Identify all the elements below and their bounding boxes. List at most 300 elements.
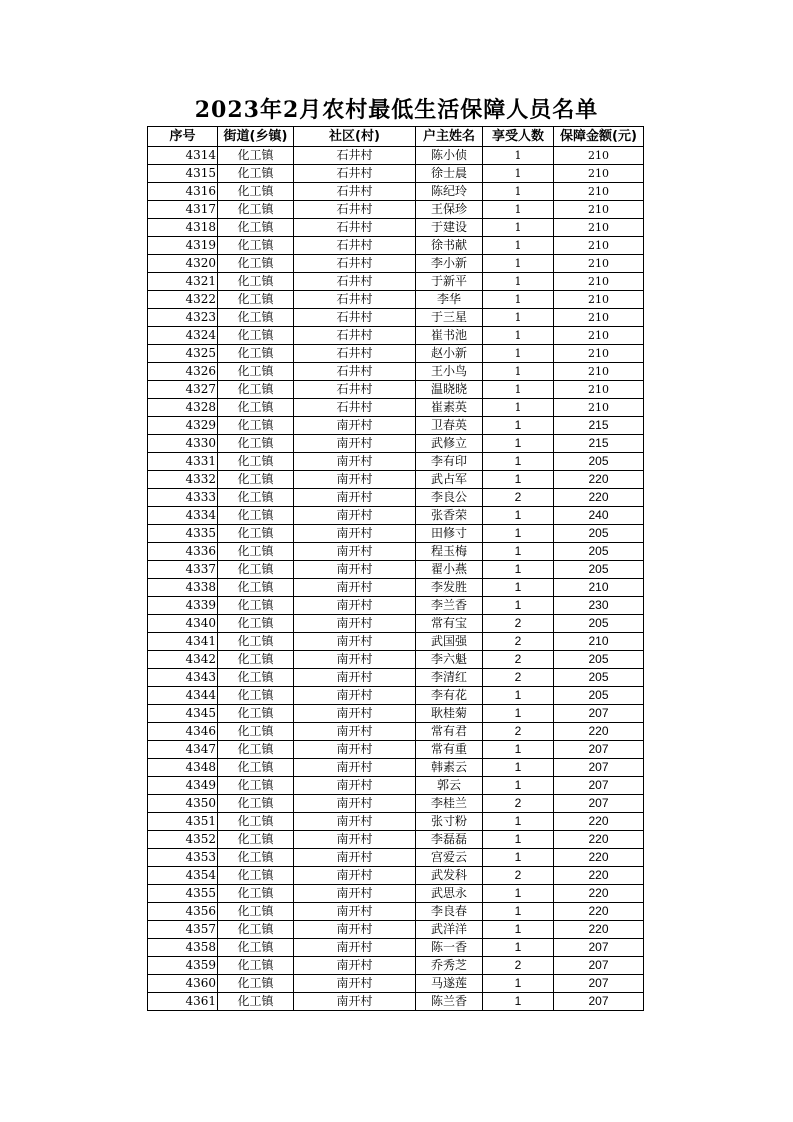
amount-cell: 210 [554, 309, 644, 327]
table-row [148, 255, 644, 273]
seq-cell: 4359 [148, 957, 218, 975]
householder-cell: 乔秀芝 [416, 957, 483, 975]
householder-cell: 崔书池 [416, 327, 483, 345]
householder-cell: 李兰香 [416, 597, 483, 615]
seq-cell: 4353 [148, 849, 218, 867]
persons-cell: 1 [483, 939, 554, 957]
seq-cell: 4327 [148, 381, 218, 399]
seq-cell: 4326 [148, 363, 218, 381]
seq-cell: 4317 [148, 201, 218, 219]
persons-cell: 1 [483, 777, 554, 795]
amount-cell: 220 [554, 885, 644, 903]
table-row [148, 813, 644, 831]
table-row [148, 777, 644, 795]
village-cell: 石井村 [294, 219, 416, 237]
street-cell: 化工镇 [218, 219, 294, 237]
seq-cell: 4351 [148, 813, 218, 831]
village-cell: 石井村 [294, 183, 416, 201]
persons-cell: 1 [483, 435, 554, 453]
table-row [148, 489, 644, 507]
householder-cell: 徐士晨 [416, 165, 483, 183]
householder-cell: 马遂莲 [416, 975, 483, 993]
seq-cell: 4358 [148, 939, 218, 957]
table-row [148, 309, 644, 327]
table-row [148, 615, 644, 633]
village-cell: 南开村 [294, 993, 416, 1011]
street-cell: 化工镇 [218, 867, 294, 885]
amount-cell: 220 [554, 723, 644, 741]
persons-cell: 1 [483, 219, 554, 237]
persons-cell: 1 [483, 561, 554, 579]
householder-cell: 武发科 [416, 867, 483, 885]
table-row [148, 147, 644, 165]
seq-cell: 4323 [148, 309, 218, 327]
seq-cell: 4339 [148, 597, 218, 615]
street-cell: 化工镇 [218, 381, 294, 399]
seq-cell: 4332 [148, 471, 218, 489]
table-row [148, 597, 644, 615]
table-row [148, 435, 644, 453]
village-cell: 南开村 [294, 417, 416, 435]
amount-cell: 207 [554, 939, 644, 957]
table-row [148, 237, 644, 255]
persons-cell: 1 [483, 201, 554, 219]
householder-cell: 温晓晓 [416, 381, 483, 399]
amount-cell: 210 [554, 363, 644, 381]
recipient-table [147, 126, 644, 1011]
amount-cell: 210 [554, 291, 644, 309]
householder-cell: 常有君 [416, 723, 483, 741]
seq-cell: 4334 [148, 507, 218, 525]
street-cell: 化工镇 [218, 975, 294, 993]
persons-cell: 1 [483, 273, 554, 291]
street-cell: 化工镇 [218, 291, 294, 309]
table-row [148, 507, 644, 525]
table-row [148, 165, 644, 183]
amount-cell: 207 [554, 993, 644, 1011]
persons-cell: 1 [483, 759, 554, 777]
street-cell: 化工镇 [218, 471, 294, 489]
street-cell: 化工镇 [218, 597, 294, 615]
village-cell: 南开村 [294, 957, 416, 975]
table-row [148, 921, 644, 939]
village-cell: 南开村 [294, 723, 416, 741]
householder-cell: 张寸粉 [416, 813, 483, 831]
amount-cell: 220 [554, 903, 644, 921]
column-header-amount: 保障金额(元) [554, 127, 644, 147]
street-cell: 化工镇 [218, 525, 294, 543]
village-cell: 石井村 [294, 327, 416, 345]
persons-cell: 2 [483, 615, 554, 633]
amount-cell: 210 [554, 399, 644, 417]
village-cell: 石井村 [294, 381, 416, 399]
table-row [148, 525, 644, 543]
householder-cell: 张香荣 [416, 507, 483, 525]
householder-cell: 宫爱云 [416, 849, 483, 867]
village-cell: 南开村 [294, 813, 416, 831]
village-cell: 南开村 [294, 669, 416, 687]
street-cell: 化工镇 [218, 615, 294, 633]
seq-cell: 4343 [148, 669, 218, 687]
amount-cell: 210 [554, 633, 644, 651]
table-row [148, 561, 644, 579]
street-cell: 化工镇 [218, 183, 294, 201]
seq-cell: 4314 [148, 147, 218, 165]
street-cell: 化工镇 [218, 489, 294, 507]
amount-cell: 205 [554, 453, 644, 471]
column-header-persons: 享受人数 [483, 127, 554, 147]
table-row [148, 579, 644, 597]
village-cell: 石井村 [294, 291, 416, 309]
amount-cell: 220 [554, 867, 644, 885]
header-row [148, 127, 644, 147]
table-row [148, 219, 644, 237]
table-row [148, 453, 644, 471]
amount-cell: 220 [554, 471, 644, 489]
column-header-seq: 序号 [148, 127, 218, 147]
table-row [148, 705, 644, 723]
amount-cell: 207 [554, 777, 644, 795]
amount-cell: 207 [554, 957, 644, 975]
persons-cell: 1 [483, 399, 554, 417]
table-row [148, 651, 644, 669]
seq-cell: 4337 [148, 561, 218, 579]
amount-cell: 210 [554, 165, 644, 183]
householder-cell: 于新平 [416, 273, 483, 291]
table-row [148, 939, 644, 957]
seq-cell: 4346 [148, 723, 218, 741]
table-row [148, 993, 644, 1011]
seq-cell: 4347 [148, 741, 218, 759]
persons-cell: 1 [483, 741, 554, 759]
street-cell: 化工镇 [218, 453, 294, 471]
persons-cell: 1 [483, 525, 554, 543]
householder-cell: 李良春 [416, 903, 483, 921]
householder-cell: 王保珍 [416, 201, 483, 219]
persons-cell: 2 [483, 867, 554, 885]
householder-cell: 崔素英 [416, 399, 483, 417]
householder-cell: 李磊磊 [416, 831, 483, 849]
seq-cell: 4350 [148, 795, 218, 813]
street-cell: 化工镇 [218, 885, 294, 903]
table-row [148, 669, 644, 687]
street-cell: 化工镇 [218, 669, 294, 687]
street-cell: 化工镇 [218, 363, 294, 381]
village-cell: 石井村 [294, 237, 416, 255]
persons-cell: 2 [483, 489, 554, 507]
table-row [148, 381, 644, 399]
seq-cell: 4342 [148, 651, 218, 669]
amount-cell: 210 [554, 147, 644, 165]
seq-cell: 4355 [148, 885, 218, 903]
table-row [148, 795, 644, 813]
amount-cell: 205 [554, 525, 644, 543]
village-cell: 南开村 [294, 561, 416, 579]
village-cell: 南开村 [294, 795, 416, 813]
village-cell: 南开村 [294, 777, 416, 795]
street-cell: 化工镇 [218, 399, 294, 417]
householder-cell: 王小鸟 [416, 363, 483, 381]
amount-cell: 230 [554, 597, 644, 615]
street-cell: 化工镇 [218, 849, 294, 867]
village-cell: 南开村 [294, 705, 416, 723]
table-row [148, 345, 644, 363]
seq-cell: 4318 [148, 219, 218, 237]
persons-cell: 1 [483, 993, 554, 1011]
persons-cell: 1 [483, 381, 554, 399]
persons-cell: 1 [483, 921, 554, 939]
householder-cell: 李良公 [416, 489, 483, 507]
amount-cell: 210 [554, 381, 644, 399]
table-row [148, 849, 644, 867]
village-cell: 南开村 [294, 597, 416, 615]
table-row [148, 723, 644, 741]
seq-cell: 4354 [148, 867, 218, 885]
village-cell: 南开村 [294, 687, 416, 705]
village-cell: 南开村 [294, 453, 416, 471]
seq-cell: 4352 [148, 831, 218, 849]
persons-cell: 1 [483, 903, 554, 921]
seq-cell: 4338 [148, 579, 218, 597]
seq-cell: 4329 [148, 417, 218, 435]
village-cell: 南开村 [294, 435, 416, 453]
householder-cell: 陈小侦 [416, 147, 483, 165]
street-cell: 化工镇 [218, 939, 294, 957]
street-cell: 化工镇 [218, 795, 294, 813]
street-cell: 化工镇 [218, 561, 294, 579]
page-title: 2023年2月农村最低生活保障人员名单 [194, 97, 599, 123]
village-cell: 南开村 [294, 849, 416, 867]
street-cell: 化工镇 [218, 309, 294, 327]
persons-cell: 1 [483, 831, 554, 849]
seq-cell: 4330 [148, 435, 218, 453]
seq-cell: 4333 [148, 489, 218, 507]
householder-cell: 常有宝 [416, 615, 483, 633]
seq-cell: 4331 [148, 453, 218, 471]
persons-cell: 1 [483, 507, 554, 525]
amount-cell: 210 [554, 579, 644, 597]
amount-cell: 220 [554, 831, 644, 849]
street-cell: 化工镇 [218, 345, 294, 363]
street-cell: 化工镇 [218, 993, 294, 1011]
table-row [148, 327, 644, 345]
persons-cell: 2 [483, 795, 554, 813]
amount-cell: 207 [554, 705, 644, 723]
persons-cell: 1 [483, 597, 554, 615]
street-cell: 化工镇 [218, 957, 294, 975]
village-cell: 南开村 [294, 885, 416, 903]
householder-cell: 赵小新 [416, 345, 483, 363]
street-cell: 化工镇 [218, 255, 294, 273]
amount-cell: 215 [554, 417, 644, 435]
village-cell: 南开村 [294, 525, 416, 543]
householder-cell: 武占军 [416, 471, 483, 489]
street-cell: 化工镇 [218, 831, 294, 849]
householder-cell: 李六魁 [416, 651, 483, 669]
table-row [148, 975, 644, 993]
persons-cell: 2 [483, 633, 554, 651]
table-row [148, 471, 644, 489]
householder-cell: 李有花 [416, 687, 483, 705]
table-row [148, 543, 644, 561]
householder-cell: 武修立 [416, 435, 483, 453]
seq-cell: 4325 [148, 345, 218, 363]
persons-cell: 1 [483, 237, 554, 255]
householder-cell: 程玉梅 [416, 543, 483, 561]
seq-cell: 4349 [148, 777, 218, 795]
village-cell: 南开村 [294, 831, 416, 849]
persons-cell: 2 [483, 957, 554, 975]
amount-cell: 210 [554, 201, 644, 219]
householder-cell: 李有印 [416, 453, 483, 471]
street-cell: 化工镇 [218, 723, 294, 741]
table-row [148, 417, 644, 435]
table-row [148, 759, 644, 777]
householder-cell: 李发胜 [416, 579, 483, 597]
village-cell: 南开村 [294, 867, 416, 885]
village-cell: 南开村 [294, 615, 416, 633]
persons-cell: 1 [483, 453, 554, 471]
village-cell: 南开村 [294, 651, 416, 669]
street-cell: 化工镇 [218, 417, 294, 435]
seq-cell: 4328 [148, 399, 218, 417]
persons-cell: 1 [483, 687, 554, 705]
street-cell: 化工镇 [218, 147, 294, 165]
persons-cell: 2 [483, 651, 554, 669]
householder-cell: 耿桂菊 [416, 705, 483, 723]
table-row [148, 633, 644, 651]
persons-cell: 1 [483, 363, 554, 381]
persons-cell: 1 [483, 327, 554, 345]
street-cell: 化工镇 [218, 741, 294, 759]
street-cell: 化工镇 [218, 543, 294, 561]
village-cell: 石井村 [294, 309, 416, 327]
seq-cell: 4316 [148, 183, 218, 201]
street-cell: 化工镇 [218, 327, 294, 345]
amount-cell: 210 [554, 273, 644, 291]
street-cell: 化工镇 [218, 813, 294, 831]
table-row [148, 741, 644, 759]
village-cell: 石井村 [294, 255, 416, 273]
householder-cell: 于三星 [416, 309, 483, 327]
village-cell: 石井村 [294, 345, 416, 363]
householder-cell: 陈纪玲 [416, 183, 483, 201]
seq-cell: 4340 [148, 615, 218, 633]
village-cell: 石井村 [294, 165, 416, 183]
street-cell: 化工镇 [218, 273, 294, 291]
seq-cell: 4356 [148, 903, 218, 921]
amount-cell: 205 [554, 543, 644, 561]
householder-cell: 李华 [416, 291, 483, 309]
amount-cell: 205 [554, 669, 644, 687]
village-cell: 南开村 [294, 975, 416, 993]
persons-cell: 1 [483, 147, 554, 165]
amount-cell: 210 [554, 327, 644, 345]
table-row [148, 399, 644, 417]
street-cell: 化工镇 [218, 237, 294, 255]
persons-cell: 1 [483, 705, 554, 723]
street-cell: 化工镇 [218, 705, 294, 723]
table-row [148, 363, 644, 381]
seq-cell: 4324 [148, 327, 218, 345]
amount-cell: 205 [554, 651, 644, 669]
householder-cell: 陈兰香 [416, 993, 483, 1011]
village-cell: 南开村 [294, 939, 416, 957]
table-body [148, 147, 644, 1011]
persons-cell: 2 [483, 723, 554, 741]
householder-cell: 常有重 [416, 741, 483, 759]
householder-cell: 武思永 [416, 885, 483, 903]
householder-cell: 李桂兰 [416, 795, 483, 813]
amount-cell: 220 [554, 813, 644, 831]
persons-cell: 1 [483, 975, 554, 993]
seq-cell: 4360 [148, 975, 218, 993]
village-cell: 石井村 [294, 399, 416, 417]
amount-cell: 207 [554, 759, 644, 777]
seq-cell: 4357 [148, 921, 218, 939]
table-row [148, 831, 644, 849]
seq-cell: 4335 [148, 525, 218, 543]
amount-cell: 210 [554, 183, 644, 201]
street-cell: 化工镇 [218, 759, 294, 777]
persons-cell: 1 [483, 291, 554, 309]
householder-cell: 于建设 [416, 219, 483, 237]
amount-cell: 205 [554, 561, 644, 579]
table-row [148, 867, 644, 885]
amount-cell: 205 [554, 687, 644, 705]
amount-cell: 220 [554, 921, 644, 939]
village-cell: 石井村 [294, 201, 416, 219]
householder-cell: 李清红 [416, 669, 483, 687]
table-row [148, 291, 644, 309]
persons-cell: 1 [483, 813, 554, 831]
seq-cell: 4322 [148, 291, 218, 309]
persons-cell: 1 [483, 183, 554, 201]
persons-cell: 1 [483, 543, 554, 561]
village-cell: 南开村 [294, 471, 416, 489]
table-row [148, 201, 644, 219]
village-cell: 南开村 [294, 633, 416, 651]
householder-cell: 徐书献 [416, 237, 483, 255]
amount-cell: 207 [554, 795, 644, 813]
village-cell: 南开村 [294, 579, 416, 597]
street-cell: 化工镇 [218, 201, 294, 219]
amount-cell: 210 [554, 345, 644, 363]
amount-cell: 215 [554, 435, 644, 453]
householder-cell: 李小新 [416, 255, 483, 273]
village-cell: 石井村 [294, 363, 416, 381]
amount-cell: 240 [554, 507, 644, 525]
amount-cell: 210 [554, 255, 644, 273]
street-cell: 化工镇 [218, 435, 294, 453]
village-cell: 南开村 [294, 921, 416, 939]
householder-cell: 武国强 [416, 633, 483, 651]
street-cell: 化工镇 [218, 687, 294, 705]
amount-cell: 210 [554, 237, 644, 255]
seq-cell: 4315 [148, 165, 218, 183]
column-header-street: 街道(乡镇) [218, 127, 294, 147]
table-row [148, 903, 644, 921]
street-cell: 化工镇 [218, 651, 294, 669]
village-cell: 南开村 [294, 741, 416, 759]
street-cell: 化工镇 [218, 165, 294, 183]
table-row [148, 885, 644, 903]
amount-cell: 220 [554, 849, 644, 867]
persons-cell: 1 [483, 849, 554, 867]
village-cell: 石井村 [294, 147, 416, 165]
seq-cell: 4321 [148, 273, 218, 291]
householder-cell: 郭云 [416, 777, 483, 795]
